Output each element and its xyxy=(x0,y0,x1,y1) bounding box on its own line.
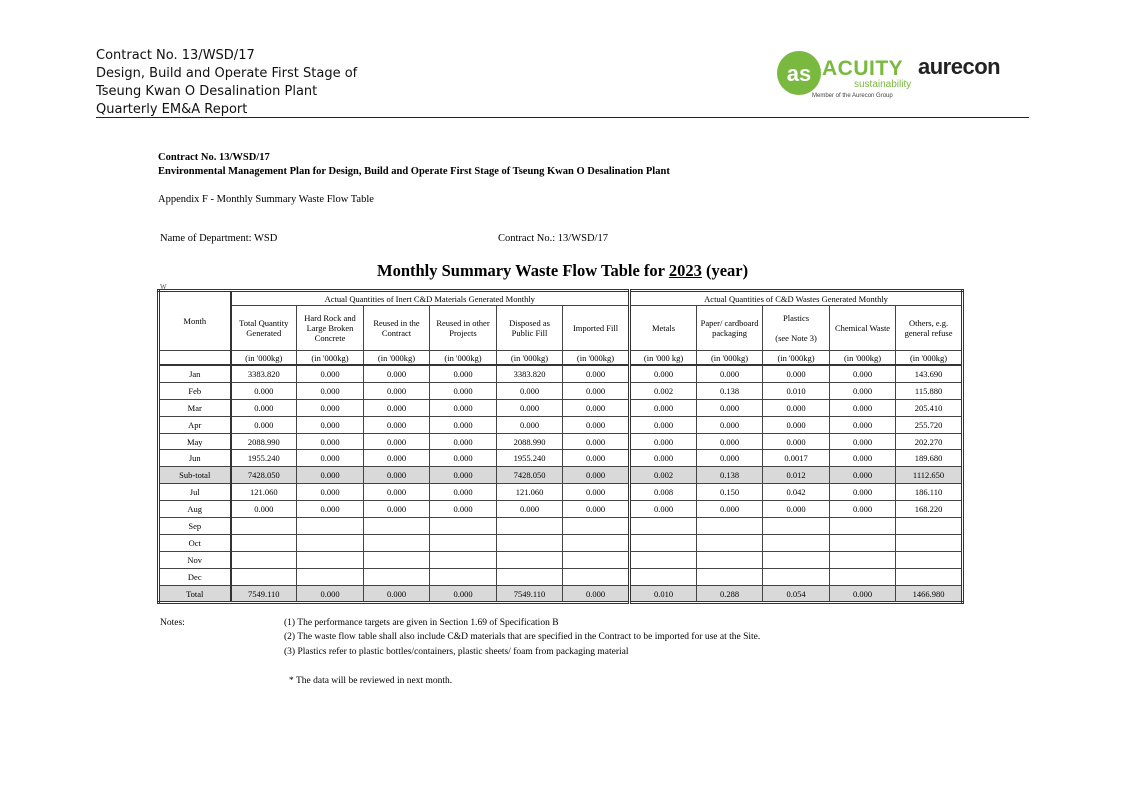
value-cell: 0.000 xyxy=(830,585,896,603)
value-cell xyxy=(497,568,563,585)
value-cell: 0.000 xyxy=(763,399,830,416)
value-cell: 0.000 xyxy=(497,501,563,518)
value-cell: 0.000 xyxy=(231,399,297,416)
acuity-wordmark: ACUITY xyxy=(822,57,904,80)
value-cell xyxy=(497,534,563,551)
value-cell: 0.000 xyxy=(297,399,364,416)
table-row xyxy=(159,484,963,501)
value-cell: 0.000 xyxy=(297,416,364,433)
value-cell: 0.002 xyxy=(630,382,697,399)
value-cell: 0.000 xyxy=(430,450,497,467)
value-cell: 0.000 xyxy=(297,484,364,501)
column-header: Paper/ cardboard packaging xyxy=(697,306,763,351)
acuity-member-line: Member of the Aurecon Group xyxy=(812,93,893,99)
value-cell xyxy=(364,568,430,585)
value-cell: 0.000 xyxy=(364,399,430,416)
value-cell xyxy=(697,568,763,585)
value-cell: 7549.110 xyxy=(497,585,563,603)
column-header: Imported Fill xyxy=(563,306,630,351)
value-cell: 0.000 xyxy=(364,585,430,603)
value-cell: 0.000 xyxy=(297,365,364,382)
column-header: Chemical Waste xyxy=(830,306,896,351)
value-cell: 0.000 xyxy=(563,399,630,416)
value-cell: 255.720 xyxy=(896,416,963,433)
column-header: Reused in other Projects xyxy=(430,306,497,351)
value-cell: 0.000 xyxy=(563,585,630,603)
unit-cell: (in '000kg) xyxy=(364,351,430,366)
plan-line: Environmental Management Plan for Design, Build and Operate First Stage of Tseung Kwan O Desalination Plant xyxy=(158,166,670,177)
table-row xyxy=(159,585,963,603)
value-cell: 7428.050 xyxy=(497,467,563,484)
value-cell: 0.150 xyxy=(697,484,763,501)
value-cell xyxy=(896,534,963,551)
value-cell: 0.012 xyxy=(763,467,830,484)
month-cell: Jan xyxy=(159,365,231,382)
plastics-note: (see Note 3) xyxy=(775,333,817,343)
review-note: * The data will be reviewed in next month. xyxy=(289,676,453,686)
value-cell: 0.000 xyxy=(563,450,630,467)
value-cell xyxy=(896,551,963,568)
table-title xyxy=(377,261,748,281)
cd-wastes-band: Actual Quantities of C&D Wastes Generated Monthly xyxy=(630,291,963,306)
value-cell: 0.000 xyxy=(231,501,297,518)
value-cell: 0.000 xyxy=(297,501,364,518)
value-cell xyxy=(697,551,763,568)
value-cell xyxy=(364,518,430,535)
value-cell xyxy=(896,568,963,585)
value-cell: 202.270 xyxy=(896,433,963,450)
month-cell: Total xyxy=(159,585,231,603)
value-cell xyxy=(297,518,364,535)
value-cell xyxy=(563,534,630,551)
column-header: Hard Rock and Large Broken Concrete xyxy=(297,306,364,351)
value-cell xyxy=(630,568,697,585)
value-cell: 0.000 xyxy=(563,501,630,518)
value-cell xyxy=(763,568,830,585)
table-row xyxy=(159,365,963,382)
value-cell: 0.000 xyxy=(430,433,497,450)
value-cell xyxy=(763,534,830,551)
title-prefix: Monthly Summary Waste Flow Table for xyxy=(377,261,669,280)
value-cell: 0.000 xyxy=(697,433,763,450)
value-cell xyxy=(830,534,896,551)
month-cell: Apr xyxy=(159,416,231,433)
unit-cell: (in '000kg) xyxy=(231,351,297,366)
value-cell xyxy=(830,568,896,585)
department-name: Name of Department: WSD xyxy=(160,233,278,244)
value-cell: 1466.980 xyxy=(896,585,963,603)
table-row xyxy=(159,399,963,416)
value-cell: 0.000 xyxy=(364,382,430,399)
value-cell: 0.000 xyxy=(830,399,896,416)
value-cell: 0.138 xyxy=(697,382,763,399)
appendix-title: Appendix F - Monthly Summary Waste Flow Table xyxy=(158,194,374,205)
value-cell: 0.000 xyxy=(430,501,497,518)
value-cell: 0.000 xyxy=(430,399,497,416)
value-cell: 0.000 xyxy=(430,484,497,501)
value-cell xyxy=(830,551,896,568)
value-cell xyxy=(231,518,297,535)
column-header-plastics xyxy=(763,306,830,351)
value-cell xyxy=(430,568,497,585)
value-cell: 0.000 xyxy=(364,416,430,433)
column-header: Disposed as Public Fill xyxy=(497,306,563,351)
month-cell: Dec xyxy=(159,568,231,585)
value-cell: 115.880 xyxy=(896,382,963,399)
value-cell: 0.000 xyxy=(364,365,430,382)
value-cell: 0.000 xyxy=(297,433,364,450)
value-cell: 3383.820 xyxy=(497,365,563,382)
unit-cell: (in '000kg) xyxy=(430,351,497,366)
value-cell: 0.010 xyxy=(630,585,697,603)
value-cell: 0.288 xyxy=(697,585,763,603)
value-cell: 0.000 xyxy=(563,365,630,382)
month-cell: Nov xyxy=(159,551,231,568)
value-cell: 7549.110 xyxy=(231,585,297,603)
value-cell: 0.000 xyxy=(830,450,896,467)
header-line: Quarterly EM&A Report xyxy=(96,102,248,117)
value-cell: 0.000 xyxy=(630,399,697,416)
column-header: Total Quantity Generated xyxy=(231,306,297,351)
plastics-label: Plastics xyxy=(783,313,810,323)
value-cell xyxy=(231,568,297,585)
table-row xyxy=(159,501,963,518)
value-cell xyxy=(830,518,896,535)
title-year: 2023 xyxy=(668,261,702,280)
table-row xyxy=(159,416,963,433)
unit-cell: (in '000kg) xyxy=(763,351,830,366)
notes-label: Notes: xyxy=(160,618,185,628)
value-cell: 0.000 xyxy=(563,467,630,484)
value-cell xyxy=(231,534,297,551)
month-cell: Aug xyxy=(159,501,231,518)
value-cell: 0.008 xyxy=(630,484,697,501)
value-cell xyxy=(364,534,430,551)
value-cell: 0.000 xyxy=(297,467,364,484)
header-line: Tseung Kwan O Desalination Plant xyxy=(96,84,318,99)
value-cell xyxy=(763,518,830,535)
table-row xyxy=(159,518,963,535)
value-cell: 0.000 xyxy=(364,450,430,467)
value-cell: 0.000 xyxy=(763,433,830,450)
value-cell: 0.002 xyxy=(630,467,697,484)
value-cell: 0.000 xyxy=(830,365,896,382)
header-line: Design, Build and Operate First Stage of xyxy=(96,66,358,81)
value-cell: 0.000 xyxy=(364,484,430,501)
value-cell: 0.000 xyxy=(231,416,297,433)
value-cell xyxy=(497,551,563,568)
column-header: Reused in the Contract xyxy=(364,306,430,351)
header-divider xyxy=(96,117,1029,118)
value-cell: 0.000 xyxy=(563,433,630,450)
unit-spacer xyxy=(159,351,231,366)
value-cell: 0.010 xyxy=(763,382,830,399)
value-cell: 0.000 xyxy=(763,416,830,433)
waste-flow-table xyxy=(157,289,964,604)
value-cell xyxy=(231,551,297,568)
value-cell: 0.000 xyxy=(697,450,763,467)
value-cell xyxy=(697,534,763,551)
month-header: Month xyxy=(159,291,231,351)
value-cell xyxy=(497,518,563,535)
table-row xyxy=(159,433,963,450)
value-cell: 121.060 xyxy=(497,484,563,501)
value-cell: 3383.820 xyxy=(231,365,297,382)
value-cell: 0.000 xyxy=(297,585,364,603)
value-cell: 0.042 xyxy=(763,484,830,501)
value-cell xyxy=(563,518,630,535)
value-cell: 0.000 xyxy=(630,365,697,382)
title-suffix: (year) xyxy=(701,261,749,280)
value-cell xyxy=(630,534,697,551)
value-cell: 0.054 xyxy=(763,585,830,603)
acuity-tagline: sustainability xyxy=(854,79,912,90)
value-cell xyxy=(430,551,497,568)
value-cell: 0.000 xyxy=(497,382,563,399)
value-cell: 0.000 xyxy=(763,365,830,382)
value-cell: 0.000 xyxy=(630,433,697,450)
value-cell: 2088.990 xyxy=(231,433,297,450)
value-cell: 0.138 xyxy=(697,467,763,484)
unit-cell: (in '000kg) xyxy=(896,351,963,366)
value-cell xyxy=(630,518,697,535)
value-cell: 0.000 xyxy=(430,467,497,484)
value-cell xyxy=(297,568,364,585)
column-header: Metals xyxy=(630,306,697,351)
value-cell xyxy=(297,534,364,551)
unit-cell: (in '000kg) xyxy=(830,351,896,366)
table-row xyxy=(159,382,963,399)
column-header: Others, e.g. general refuse xyxy=(896,306,963,351)
table-row xyxy=(159,534,963,551)
value-cell: 189.680 xyxy=(896,450,963,467)
value-cell: 0.000 xyxy=(830,501,896,518)
value-cell: 0.000 xyxy=(830,416,896,433)
table-row xyxy=(159,467,963,484)
value-cell: 0.000 xyxy=(297,450,364,467)
table-row xyxy=(159,551,963,568)
value-cell: 0.000 xyxy=(830,484,896,501)
value-cell: 0.000 xyxy=(697,416,763,433)
value-cell: 0.000 xyxy=(364,433,430,450)
value-cell: 143.690 xyxy=(896,365,963,382)
note-item: (2) The waste flow table shall also include C&D materials that are specified in the Contract to be imported for use at the Site. xyxy=(284,632,761,642)
value-cell: 0.000 xyxy=(563,382,630,399)
value-cell: 205.410 xyxy=(896,399,963,416)
value-cell xyxy=(697,518,763,535)
svg-text:as: as xyxy=(786,61,812,86)
unit-cell: (in '000kg) xyxy=(297,351,364,366)
month-cell: Mar xyxy=(159,399,231,416)
value-cell: 0.000 xyxy=(763,501,830,518)
table-row xyxy=(159,568,963,585)
value-cell: 2088.990 xyxy=(497,433,563,450)
month-cell: May xyxy=(159,433,231,450)
contract-number: Contract No.: 13/WSD/17 xyxy=(498,233,608,244)
table-row xyxy=(159,450,963,467)
value-cell xyxy=(563,551,630,568)
report-header xyxy=(96,47,357,119)
value-cell: 0.000 xyxy=(430,365,497,382)
contract-line: Contract No. 13/WSD/17 xyxy=(158,152,270,163)
note-item: (1) The performance targets are given in Section 1.69 of Specification B xyxy=(284,618,559,628)
value-cell xyxy=(430,518,497,535)
header-line: Contract No. 13/WSD/17 xyxy=(96,48,255,63)
value-cell: 1955.240 xyxy=(497,450,563,467)
value-cell: 0.000 xyxy=(430,382,497,399)
value-cell: 0.0017 xyxy=(763,450,830,467)
value-cell xyxy=(763,551,830,568)
unit-cell: (in '000kg) xyxy=(697,351,763,366)
month-cell: Jul xyxy=(159,484,231,501)
value-cell: 0.000 xyxy=(630,416,697,433)
value-cell: 1955.240 xyxy=(231,450,297,467)
month-cell: Feb xyxy=(159,382,231,399)
value-cell: 0.000 xyxy=(364,467,430,484)
value-cell xyxy=(430,534,497,551)
value-cell xyxy=(364,551,430,568)
value-cell: 0.000 xyxy=(563,416,630,433)
value-cell: 1112.650 xyxy=(896,467,963,484)
value-cell: 0.000 xyxy=(497,416,563,433)
value-cell: 0.000 xyxy=(297,382,364,399)
month-cell: Jun xyxy=(159,450,231,467)
unit-cell: (in '000kg) xyxy=(563,351,630,366)
value-cell: 186.110 xyxy=(896,484,963,501)
aurecon-logo: aurecon xyxy=(918,54,1001,79)
value-cell xyxy=(896,518,963,535)
inert-materials-band: Actual Quantities of Inert C&D Materials Generated Monthly xyxy=(231,291,630,306)
value-cell: 7428.050 xyxy=(231,467,297,484)
value-cell: 0.000 xyxy=(630,450,697,467)
value-cell: 0.000 xyxy=(430,585,497,603)
value-cell: 0.000 xyxy=(830,382,896,399)
value-cell: 121.060 xyxy=(231,484,297,501)
value-cell: 0.000 xyxy=(697,501,763,518)
value-cell xyxy=(297,551,364,568)
month-cell: Sep xyxy=(159,518,231,535)
value-cell: 168.220 xyxy=(896,501,963,518)
value-cell: 0.000 xyxy=(697,399,763,416)
value-cell: 0.000 xyxy=(830,433,896,450)
value-cell: 0.000 xyxy=(697,365,763,382)
value-cell xyxy=(630,551,697,568)
value-cell: 0.000 xyxy=(430,416,497,433)
value-cell: 0.000 xyxy=(630,501,697,518)
month-cell: Oct xyxy=(159,534,231,551)
value-cell xyxy=(563,568,630,585)
unit-cell: (in '000kg) xyxy=(497,351,563,366)
month-cell: Sub-total xyxy=(159,467,231,484)
value-cell: 0.000 xyxy=(497,399,563,416)
value-cell: 0.000 xyxy=(563,484,630,501)
watermark-letter: W xyxy=(160,283,167,291)
unit-cell: (in '000 kg) xyxy=(630,351,697,366)
value-cell: 0.000 xyxy=(231,382,297,399)
value-cell: 0.000 xyxy=(830,467,896,484)
value-cell: 0.000 xyxy=(364,501,430,518)
note-item: (3) Plastics refer to plastic bottles/containers, plastic sheets/ foam from packaging material xyxy=(284,647,629,657)
